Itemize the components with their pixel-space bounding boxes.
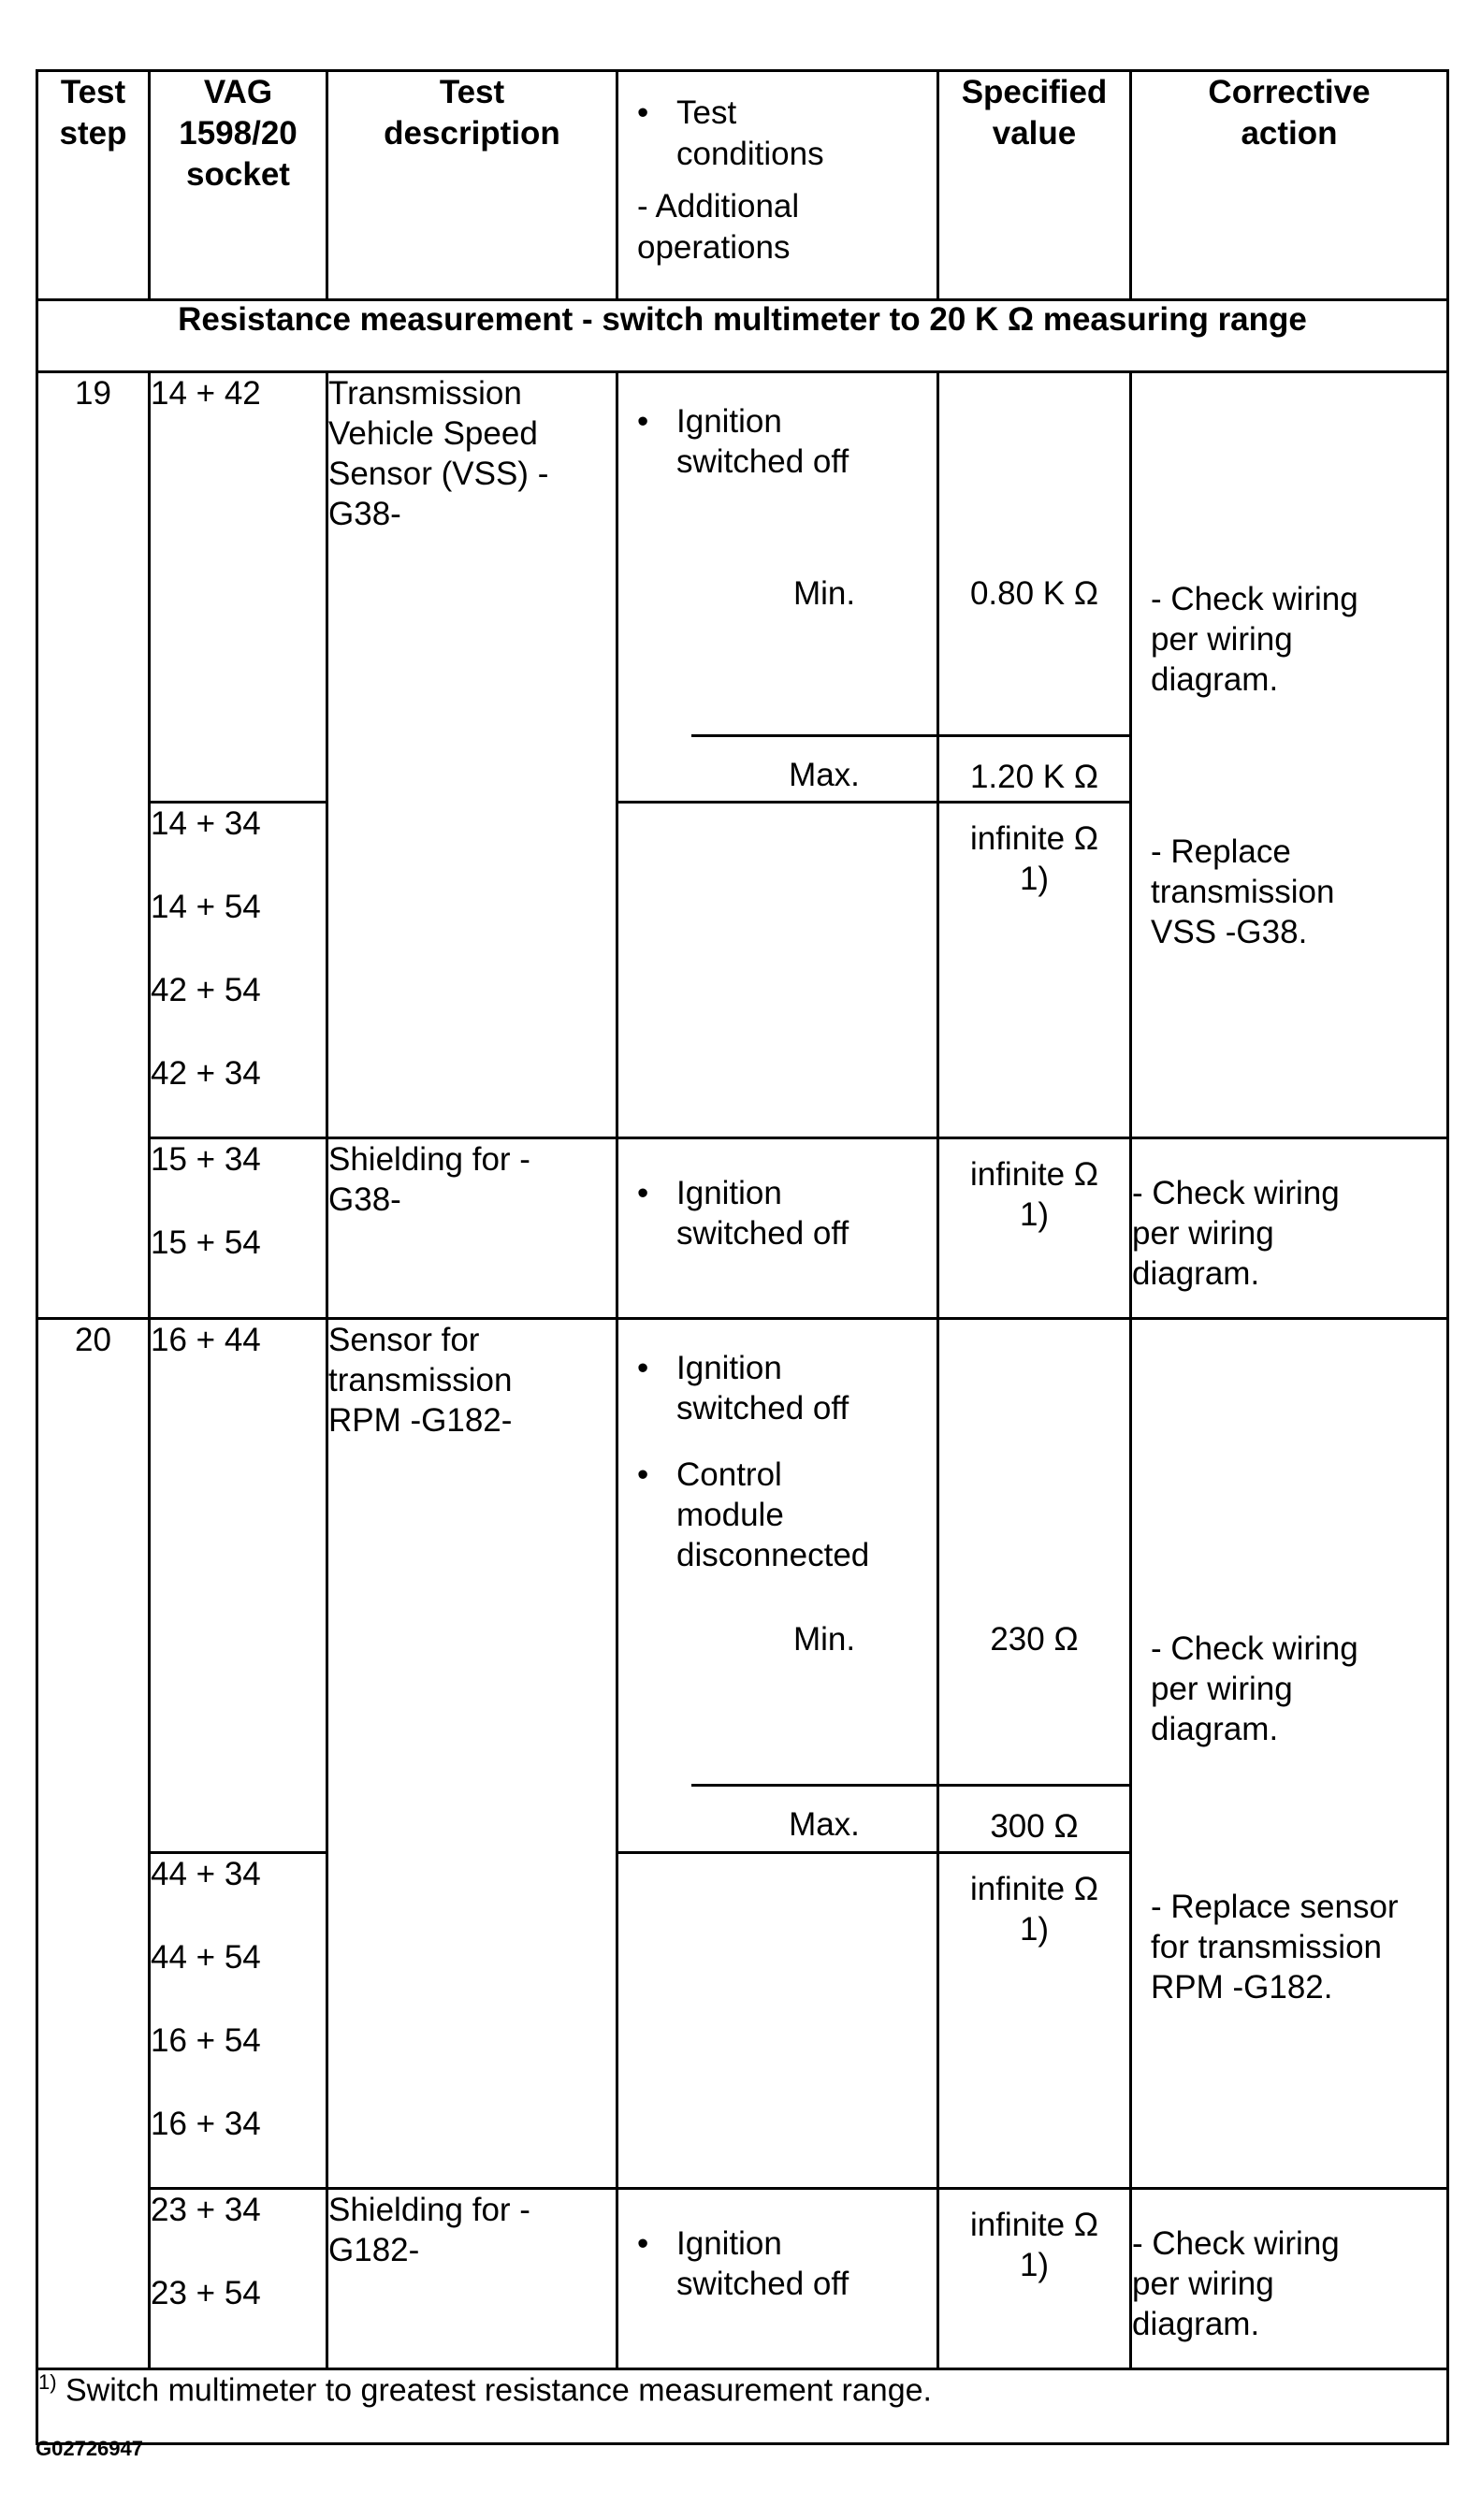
max-value: 1.20 K Ω <box>969 759 1099 795</box>
header-socket: VAG 1598/20 socket <box>150 71 327 300</box>
table-row <box>37 2189 1448 2369</box>
description-cell: Transmission Vehicle Speed Sensor (VSS) - G38- <box>327 372 617 1138</box>
socket-cell: 15 + 34 15 + 54 <box>150 1138 327 1319</box>
min-value: 0.80 K Ω <box>969 575 1099 612</box>
footnote <box>37 2369 1448 2444</box>
header-test-step: Test step <box>37 71 150 300</box>
bullet-icon: • <box>637 1350 649 1386</box>
section-title: Resistance measurement - switch multimeter to 20 K Ω measuring range <box>37 300 1448 372</box>
table-row <box>37 372 1448 803</box>
divider <box>691 1784 937 1787</box>
footnote-mark: 1) <box>38 2370 57 2394</box>
test-step-19: 19 <box>37 372 150 1319</box>
condition-cell: • Ignition switched off • Control module disconnected Min. Max. <box>617 1319 938 1853</box>
header-corrective-action: Corrective action <box>1131 71 1448 300</box>
header-specified-value: Specified value <box>938 71 1131 300</box>
action-cell: - Check wiring per wiring diagram. <box>1131 1138 1448 1319</box>
bullet-icon: • <box>637 94 649 131</box>
socket-cell: 14 + 42 <box>150 372 327 803</box>
action-replace-vss: - Replace transmission VSS -G38. <box>1151 833 1335 950</box>
table-header-row <box>37 71 1448 300</box>
action-cell: - Check wiring per wiring diagram. <box>1131 2189 1448 2369</box>
section-title-row <box>37 300 1448 372</box>
action-check-wiring: - Check wiring per wiring diagram. <box>1151 581 1358 698</box>
description-cell: Shielding for - G182- <box>327 2189 617 2369</box>
description-cell: Sensor for transmission RPM -G182- <box>327 1319 617 2189</box>
value-cell: infinite Ω 1) <box>938 1853 1131 2189</box>
resistance-test-table <box>36 69 1449 2445</box>
condition-cell: • Ignition switched off <box>617 1138 938 1319</box>
bullet-icon: • <box>637 1175 649 1211</box>
socket-cell: 23 + 34 23 + 54 <box>150 2189 327 2369</box>
value-cell: infinite Ω 1) <box>938 2189 1131 2369</box>
action-cell <box>1131 372 1448 1138</box>
table-row <box>37 1319 1448 1853</box>
condition-cell <box>617 803 938 1138</box>
divider <box>691 734 937 737</box>
min-label: Min. <box>792 1621 856 1658</box>
socket-cell: 16 + 44 <box>150 1319 327 1853</box>
condition-cell: • Ignition switched off Min. Max. <box>617 372 938 803</box>
footnote-row <box>37 2369 1448 2444</box>
description-cell: Shielding for - G38- <box>327 1138 617 1319</box>
header-test-conditions: • Test conditions - Additional operations <box>617 71 938 300</box>
value-cell <box>938 1319 1131 1853</box>
action-cell <box>1131 1319 1448 2189</box>
value-cell: infinite Ω 1) <box>938 1138 1131 1319</box>
max-label: Max. <box>789 757 860 793</box>
test-table-page <box>36 69 1446 2445</box>
bullet-icon: • <box>637 2225 649 2262</box>
bullet-icon: • <box>637 403 649 440</box>
action-check-wiring: - Check wiring per wiring diagram. <box>1151 1630 1358 1747</box>
table-row <box>37 1138 1448 1319</box>
action-replace-sensor: - Replace sensor for transmission RPM -G182. <box>1151 1889 1399 2006</box>
value-cell <box>938 372 1131 803</box>
value-cell: infinite Ω 1) <box>938 803 1131 1138</box>
condition-cell <box>617 1853 938 2189</box>
divider <box>939 1784 1129 1787</box>
bullet-icon: • <box>637 1456 649 1493</box>
condition-cell: • Ignition switched off <box>617 2189 938 2369</box>
test-step-20: 20 <box>37 1319 150 2369</box>
footnote-text: Switch multimeter to greatest resistance measurement range. <box>56 2372 932 2409</box>
divider <box>939 734 1129 737</box>
max-label: Max. <box>789 1806 860 1843</box>
max-value: 300 Ω <box>990 1808 1079 1845</box>
min-value: 230 Ω <box>990 1621 1079 1658</box>
header-test-description: Test description <box>327 71 617 300</box>
socket-cell: 44 + 34 44 + 54 16 + 54 16 + 34 <box>150 1853 327 2189</box>
min-label: Min. <box>792 575 856 612</box>
socket-cell: 14 + 34 14 + 54 42 + 54 42 + 34 <box>150 803 327 1138</box>
figure-id: G02726947 <box>36 2437 143 2460</box>
